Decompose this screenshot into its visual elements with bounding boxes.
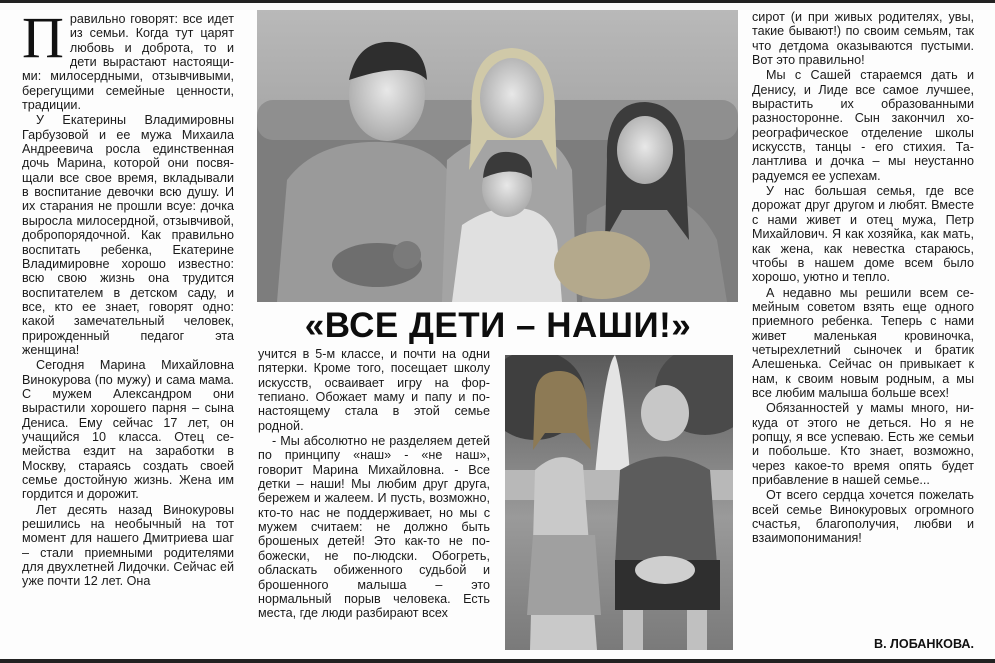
paragraph: Мы с Сашей стараемся дать и Денису, и Лиде все самое лучшее, вырастить их образованными разносторонне. Сын закончил хореографическое отделение школы искусств, танцы - его стихия. Талантлива и дочка – мы неустанно радуемся ее успехам. (752, 68, 974, 183)
fountain-photo-icon (505, 355, 733, 650)
family-photo (257, 10, 738, 302)
bottom-rule (0, 659, 995, 663)
paragraph-text: равильно говорят: все идет из семьи. Когда тут царят любовь и доброта, то и дети вырастают настоящими: милосердными, отзывчивыми, берегущими семейные ценности, традиции. (22, 12, 234, 113)
paragraph: - Мы абсолютно не разделяем детей по принципу «наш» - «не наш», говорит Марина Михайловна. - Все детки – наши! Мы любим друг друга, бережем и жалеем. И пусть, возможно, кто-то нас не поддерживает, но мы с мужем считаем: не должно быть брошеных детей! Это как-то не по-божески, не по-людски. Обогреть, обласкать обиженного судьбой и брошенного малыша – это нормальный порыв человека. Есть места, где люди разбирают всех (258, 434, 490, 621)
paragraph: Сегодня Марина Михайловна Винокурова (по мужу) и сама мама. С мужем Александром они вырастили хорошего парня – сына Дениса. Ему сейчас 17 лет, он учащийся 10 класса. Отец семейства ездит на заработки в Москву, стараясь создать своей семье достойную жизнь. Жена им гордится и дорожит. (22, 358, 234, 502)
family-photo-icon (257, 10, 738, 302)
fountain-photo (505, 355, 733, 650)
paragraph: От всего сердца хочется пожелать всей семье Винокуровых огромного счастья, благополучия, любви и взаимопонимания! (752, 488, 974, 546)
paragraph: Лет десять назад Винокуровы решились на необычный на тот момент для нашего Дмитриева шаг – стали приемными родителями для двухлетней Лидочки. Сейчас ей уже почти 12 лет. Она (22, 502, 234, 589)
paragraph: У нас большая семья, где все дорожат друг другом и любят. Вместе с нами живет и отец мужа, Петр Михайлович. Я как хозяйка, как мать, как жена, как невестка стараюсь, чтобы в нашем доме всем было хорошо, уютно и тепло. (752, 184, 974, 285)
paragraph: Обязанностей у мамы много, никуда от этого не деться. Но я не ропщу, я все успеваю. Есть же семьи и побольше. Кто знает, возможно, через какое-то время опять будет прибавление в нашей семье... (752, 401, 974, 487)
paragraph: У Екатерины Владимировны Гарбузовой и ее мужа Михаила Андреевича росла единственная дочь Марина, которой они посвящали все свое время, вкладывали в воспитание девочки всю душу. И их старания не прошли всуе: дочка выросла милосердной, отзывчивой, добропорядочной. Как правильно воспитать ребенка, Екатерине Владимировне хорошо известно: всю свою жизнь она трудится воспитателем в детском саду, и все, кто ее знает, говорят одно: какой замечательный человек, прирожденный педагог эта женщина! (22, 113, 234, 357)
paragraph: А недавно мы решили всем семейным советом взять еще одного приемного ребенка. Теперь с нами живет маленькая кровиночка, четырехлетний сыночек и братик Алешенька. Сейчас он привыкает к нам, к своим новым родным, а мы все любим малыша больше всех! (752, 285, 974, 400)
drop-cap: П (22, 12, 64, 70)
article-column-4 (752, 10, 974, 650)
paragraph (22, 12, 234, 112)
paragraph: сирот (и при живых родителях, увы, такие бывают!) по своим семьям, так что детдома оказываются пустыми. Вот это правильно! (752, 10, 974, 68)
author-signature: В. ЛОБАНКОВА. (873, 637, 974, 651)
article-column-2 (258, 347, 490, 652)
top-rule (0, 0, 995, 3)
paragraph: учится в 5-м классе, и почти на одни пятерки. Кроме того, посещает школу искусств, осваивает игру на фортепиано. Обожает маму и папу и понастоящему стала в этой семье родной. (258, 347, 490, 433)
headline: «ВСЕ ДЕТИ – НАШИ!» (304, 306, 692, 345)
article-column-1 (22, 12, 234, 652)
